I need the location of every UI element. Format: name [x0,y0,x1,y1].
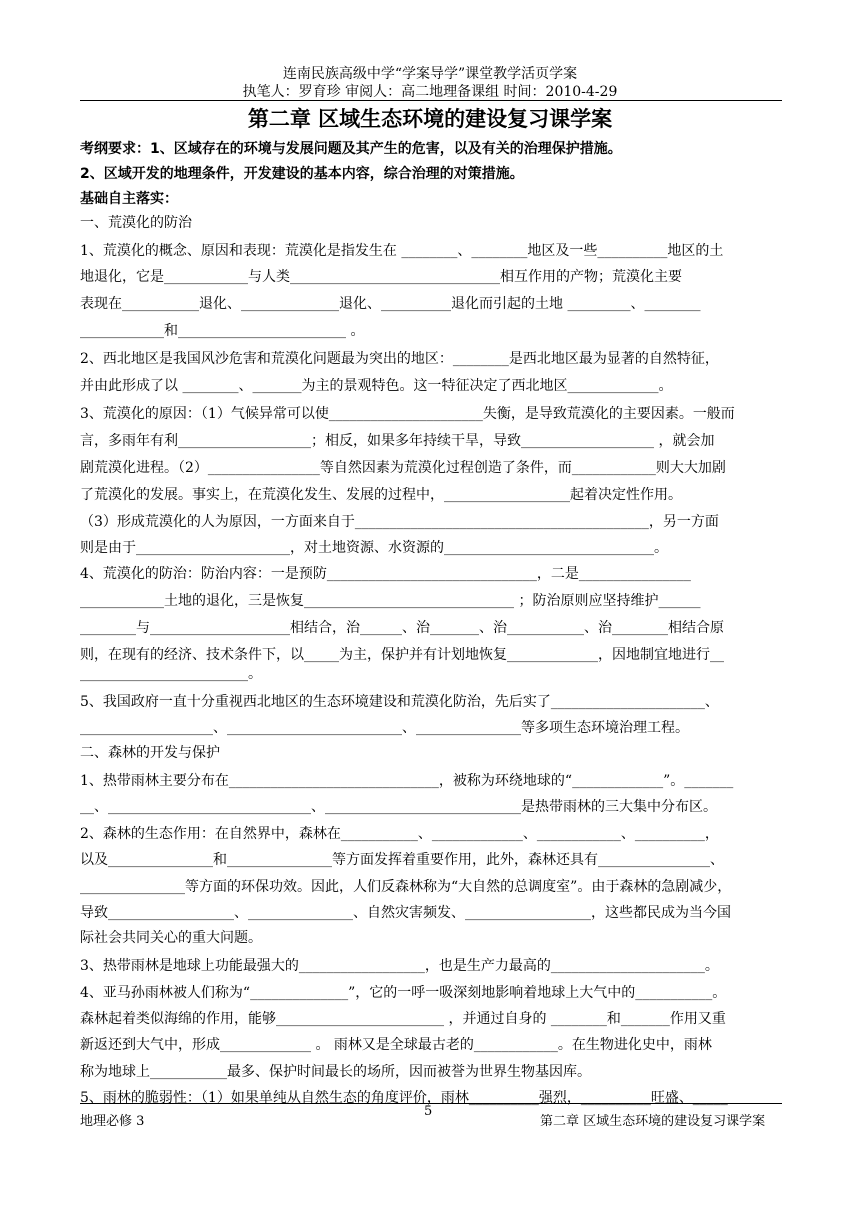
text-line: 4、荒漠化的防治：防治内容：一是预防______________________________，二是________________ [80,566,691,582]
text-line: 称为地球上___________最多、保护时间最长的场所，因而被誉为世界生物基因库。 [80,1064,591,1080]
footer-chapter: 第二章 区域生态环境的建设复习课学案 [540,1114,766,1129]
page-number: 5 [424,1104,433,1119]
text-line: 表现在___________退化、______________退化、__________退化而引起的土地 _________、________ [80,296,701,312]
header-rule [80,100,782,101]
text-line: 则是由于______________________，对土地资源、水资源的______________________________。 [80,540,668,556]
footer-subject: 地理必修 3 [80,1114,145,1129]
text-line: 2、区域开发的地理条件，开发建设的基本内容，综合治理的对策措施。 [80,166,524,182]
text-line: 则，在现有的经济、技术条件下，以_____为主，保护并有计划地恢复_____________，因地制宜地进行__ [80,647,724,663]
text-line: 并由此形成了以 ________、_______为主的景观特色。这一特征决定了西北地区_____________。 [80,378,673,394]
text-line: 一、荒漠化的防治 [80,215,192,231]
text-line: 二、森林的开发与保护 [80,745,220,761]
text-line: ________与____________________相结合，治______、治_______、治___________、治________相结合原 [80,620,724,636]
text-line: ___________________、_________________________、_______________等多项生态环境治理工程。 [80,720,689,736]
text-line: 3、荒漠化的原因：（1）气候异常可以使______________________失衡，是导致荒漠化的主要因素。一般而 [80,406,735,422]
text-line: 新返还到大气中，形成_____________ 。 雨林又是全球最古老的____________。在生物进化史中，雨林 [80,1037,712,1053]
text-line: 5、雨林的脆弱性：（1）如果单纯从自然生态的角度评价，雨林__________强烈，__________旺盛、_____ [80,1090,728,1106]
text-line: 以及_______________和_______________等方面发挥着重要作用，此外，森林还具有________________、 [80,852,724,868]
text-line: 言，多雨年有利___________________；相反，如果多年持续干旱，导致___________________ ，就会加 [80,433,715,449]
text-line: 际社会共同关心的重大问题。 [80,930,262,946]
text-line: （3）形成荒漠化的人为原因，一方面来自于__________________________________________，另一方面 [80,514,719,530]
text-line: 地退化，它是____________与人类______________________________相互作用的产物；荒漠化主要 [80,269,682,285]
text-line: ________________________。 [80,666,262,682]
text-line: 基础自主落实： [80,191,178,207]
text-line: 1、荒漠化的概念、原因和表现：荒漠化是指发生在 ________、________地区及一些__________地区的土 [80,243,724,259]
text-line: 2、西北地区是我国风沙危害和荒漠化问题最为突出的地区：________是西北地区最为显著的自然特征， [80,351,719,367]
text-line: 了荒漠化的发展。事实上，在荒漠化发生、发展的过程中，__________________起着决定性作用。 [80,487,682,503]
text-line: 考纲要求：1、区域存在的环境与发展问题及其产生的危害，以及有关的治理保护措施。 [80,141,622,157]
text-line: ____________和________________________ 。 [80,323,365,339]
text-line: 导致__________________、_______________、自然灾害频发、__________________，这些都民成为当今国 [80,905,731,921]
text-line: 剧荒漠化进程。（2）________________等自然因素为荒漠化过程创造了条件，而____________则大大加剧 [80,460,726,476]
school-header: 连南民族高级中学“学案导学”课堂教学活页学案 [282,66,578,82]
text-line: 4、亚马孙雨林被人们称为“______________”，它的一呼一吸深刻地影响着地球上大气中的___________。 [80,985,727,1001]
text-line: 5、我国政府一直十分重视西北地区的生态环境建设和荒漠化防治，先后实了______________________、 [80,694,719,710]
text-line: 森林起着类似海绵的作用，能够________________________ ，并通过自身的 ________和_______作用又重 [80,1011,726,1027]
author-line: 执笔人：罗育珍 审阅人：高二地理备课组 时间：2010-4-29 [242,84,618,100]
text-line: _______________等方面的环保功效。因此，人们反森林称为“大自然的总调度室”。由于森林的急剧减少， [80,879,732,895]
text-line: 2、森林的生态作用：在自然界中，森林在___________、_____________、____________、__________， [80,826,719,842]
text-line: __、_____________________________、____________________________是热带雨林的三大集中分布区。 [80,799,717,815]
text-line: 1、热带雨林主要分布在______________________________，被称为环绕地球的“_____________”。_______ [80,773,734,789]
text-line: 3、热带雨林是地球上功能最强大的__________________，也是生产力最高的______________________。 [80,958,719,974]
text-line: ____________土地的退化，三是恢复______________________________ ；防治原则应坚持维护______ [80,593,701,609]
page-title: 第二章 区域生态环境的建设复习课学案 [247,107,613,131]
